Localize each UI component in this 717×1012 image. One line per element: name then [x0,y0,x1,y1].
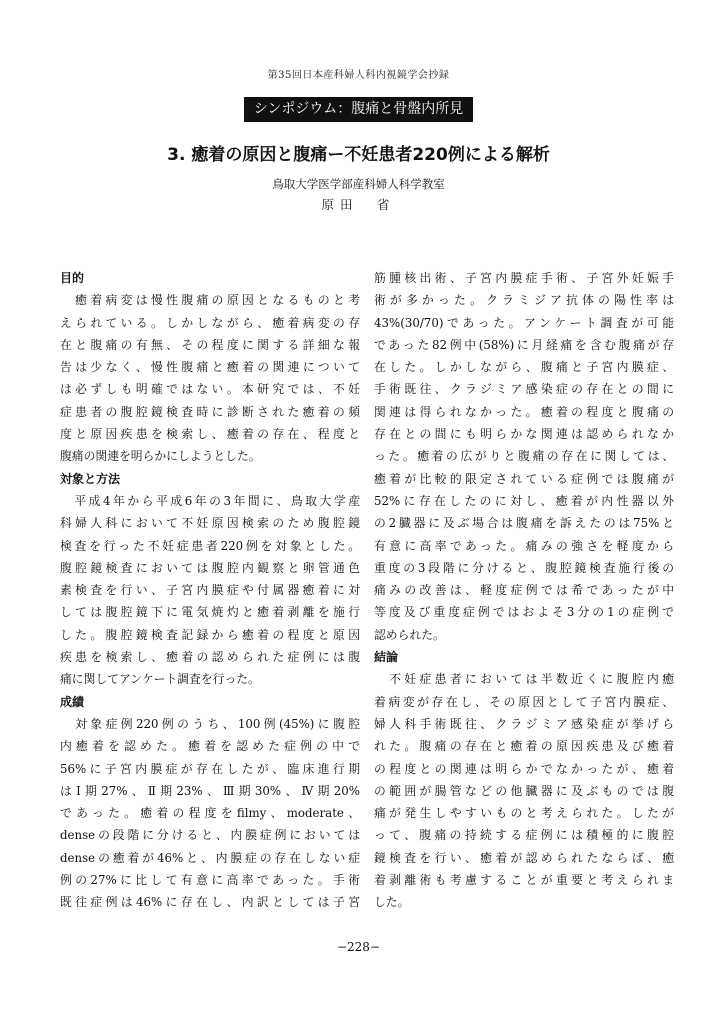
section-heading: 対象と方法 [60,471,121,486]
text-line: 検査を行った不妊症患者220例を対象とした。 [60,538,360,553]
text-line: 重度の3段階に分けると、腹腔鏡検査施行後の [374,560,674,575]
symposium-banner-wrap [0,97,717,122]
text-line: は必ずしも明確ではない。本研究では、不妊 [60,382,360,397]
text-line: 内癒着を認めた。癒着を認めた症例の中で [60,739,360,754]
author-affiliation: 鳥取大学医学部産科婦人科学教室 [272,177,445,191]
text-line: 関連は得られなかった。癒着の程度と腹痛の [374,404,674,419]
text-line: 痛に関してアンケート調査を行った。 [60,672,260,687]
text-line: 痛みの改善は、軽度症例では希であったが中 [374,583,674,598]
text-line: 対象症例220例のうち、100例(45%)に腹腔 [60,716,360,731]
text-line: 認められた。 [374,627,445,642]
text-line: 在と腹痛の有無、その程度に関する詳細な報 [60,337,360,352]
text-line: 腹腔鏡検査においては腹腔内観察と卵管通色 [60,560,360,575]
text-line: した。腹腔鏡検査記録から癒着の程度と原因 [60,627,360,642]
text-line: 婦人科手術既往、クラジミア感染症が挙げら [374,716,674,731]
text-line: 科婦人科において不妊原因検索のため腹腔鏡 [60,516,360,531]
text-line: 43%(30/70)であった。アンケート調査が可能 [374,315,674,330]
text-line: しては腹腔鏡下に電気焼灼と癒着剥離を施行 [60,605,360,620]
symposium-banner: シンポジウム：腹痛と骨盤内所見 [244,97,474,122]
text-line: の範囲が腸管などの他臓器に及ぶものでは腹 [374,783,674,798]
text-line: 着病変が存在し、その原因として子宮内膜症、 [374,694,674,709]
text-line: って、腹痛の持続する症例には積極的に腹腔 [374,828,674,843]
page-number: −228− [336,940,380,954]
text-line: 52%に存在したのに対し、癒着が内性器以外 [374,493,674,508]
text-line: はⅠ期27%、Ⅱ期23%、Ⅲ期30%、Ⅳ期20% [60,783,360,798]
section-heading: 成績 [60,694,85,709]
text-line: 疾患を検索し、癒着の認められた症例には腹 [60,650,360,665]
text-line: 在した。しかしながら、腹痛と子宮内膜症、 [374,360,674,375]
text-line: 有意に高率であった。痛みの強さを軽度から [374,538,674,553]
text-line: 腹痛の関連を明らかにしようとした。 [60,449,261,464]
text-line: 平成4年から平成6年の3年間に、鳥取大学産 [60,493,360,508]
section-heading: 結論 [374,650,399,665]
text-line: 着剥離術も考慮することが重要と考えられま [374,873,674,888]
text-line: 存在との間にも明らかな関連は認められなか [374,427,674,442]
text-line: であった。癒着の程度をfilmy、moderate、 [60,806,360,821]
text-line: 癒着病変は慢性腹痛の原因となるものと考 [60,293,360,308]
text-line: った。癒着の広がりと腹痛の存在に関しては、 [374,449,674,464]
text-line: 度と原因疾患を検索し、癒着の存在、程度と [60,427,360,442]
text-line: 56%に子宮内膜症が存在したが、臨床進行期 [60,761,360,776]
text-line: 症患者の腹腔鏡検査時に診断された癒着の頻 [60,404,360,419]
author-name: 原田 省 [321,197,396,212]
text-line: 不妊症患者においては半数近くに腹腔内癒 [374,672,674,687]
text-line: 既往症例は46%に存在し、内訳としては子宮 [60,895,360,910]
article-title: 3. 癒着の原因と腹痛ー不妊患者220例による解析 [167,145,550,165]
left-column [60,267,360,914]
text-line: であった82例中(58%)に月経痛を含む腹痛が存 [374,337,674,352]
text-line: 癒着が比較的限定されている症例では腹痛が [374,471,674,486]
text-line: えられている。しかしながら、癒着病変の存 [60,315,360,330]
text-line: の2臓器に及ぶ場合は腹痛を訴えたのは75%と [374,516,674,531]
text-line: 手術既往、クラジミア感染症の存在との間に [374,382,674,397]
section-heading: 目的 [60,271,85,285]
text-line: した。 [374,895,410,910]
text-line: denseの段階に分けると、内膜症例においては [60,828,360,843]
text-line: 術が多かった。クラミジア抗体の陽性率は [374,293,674,308]
text-line: 等度及び重度症例ではおよそ3分の1の症例で [374,605,674,620]
text-line: 筋腫核出術、子宮内膜症手術、子宮外妊娠手 [374,271,674,285]
text-line: 例の27%に比して有意に高率であった。手術 [60,873,360,888]
text-line: 告は少なく、慢性腹痛と癒着の関連について [60,360,360,375]
text-line: 鏡検査を行い、癒着が認められたならば、癒 [374,850,674,865]
text-line: れた。腹痛の存在と癒着の原因疾患及び癒着 [374,739,674,754]
text-line: 痛が発生しやすいものと考えられた。したが [374,806,674,821]
right-column [374,267,674,914]
text-line: 素検査を行い、子宮内膜症や付属器癒着に対 [60,583,360,598]
running-head: 第35回日本産科婦人科内視鏡学会抄録 [267,70,450,81]
text-line: denseの癒着が46%と、内膜症の存在しない症 [60,850,360,865]
text-line: の程度との関連は明らかでなかったが、癒着 [374,761,674,776]
